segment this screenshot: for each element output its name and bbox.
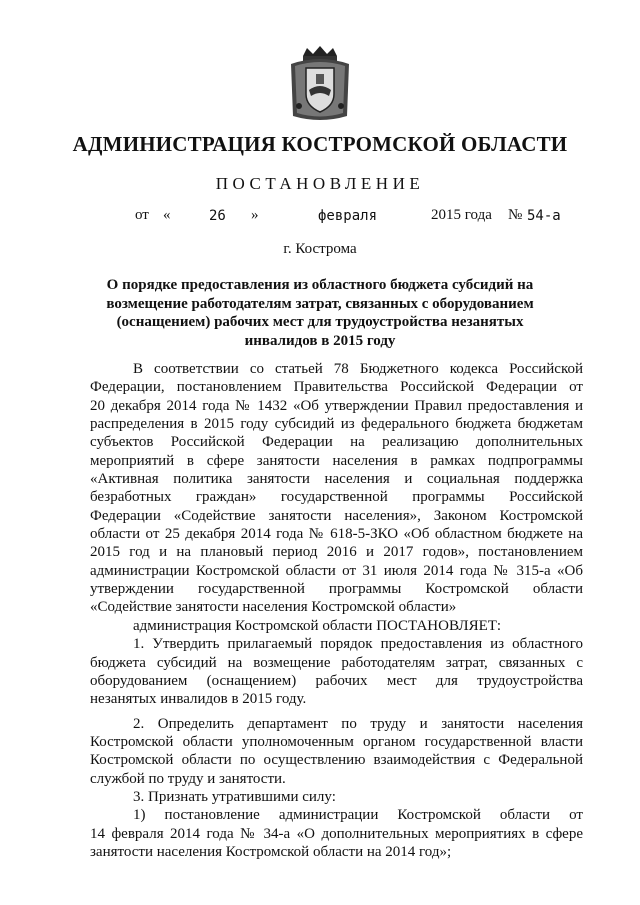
body-line: 20 декабря 2014 года № 1432 «Об утверждении Правил предоставления и [90,397,583,414]
title-line: (оснащением) рабочих мест для трудоустройства незанятых [116,314,524,330]
body-line: Федерации «Содействие занятости населения», Законом Костромской [90,507,583,524]
date-month: февраля [318,208,378,224]
body-line: субъектов Российской Федерации на реализацию дополнительных [90,434,583,451]
body-line: распределения в 2015 году субсидий из федерального бюджета бюджетам [90,416,583,433]
body-line: «Содействие занятости населения Костромской области» [90,599,457,616]
date-open-quote: « [163,207,171,223]
body-line: Костромской области уполномоченным органом государственной власти [90,733,583,750]
document-body [90,360,583,861]
date-year: 2015 года [431,207,492,223]
body-line: 1. Утвердить прилагаемый порядок предоставления из областного [133,636,583,653]
body-line: утверждении государственной программы Костромской области [90,581,583,598]
title-line: инвалидов в 2015 году [244,332,396,349]
body-line: безработных граждан» государственной программы Российской [90,489,583,506]
document-title [90,276,550,350]
title-line: О порядке предоставления из областного бюджета субсидий на [106,277,534,293]
document-number: 54-а [527,208,561,224]
body-line: 2. Определить департамент по труду и занятости населения [133,715,583,732]
body-line: 14 февраля 2014 года № 34-а «О дополнительных мероприятиях в сфере [90,825,583,842]
document-type: ПОСТАНОВЛЕНИЕ [215,174,425,193]
date-day: 26 [209,208,226,224]
body-line: администрация Костромской области ПОСТАНОВЛЯЕТ: [133,617,502,634]
body-line: незанятых инвалидов в 2015 году. [90,691,307,708]
body-line: В соответствии со статьей 78 Бюджетного кодекса Российской [133,361,583,377]
organization-name: АДМИНИСТРАЦИЯ КОСТРОМСКОЙ ОБЛАСТИ [72,132,568,156]
body-line: 1) постановление администрации Костромской области от [133,807,583,824]
date-line [0,207,640,229]
body-line: области от 25 декабря 2014 года № 618-5-ЗКО «Об областном бюджете на [90,526,583,543]
date-prefix: от [135,207,149,223]
date-close-quote: » [251,207,259,223]
body-line: 2015 год и на плановый период 2016 и 2017 годов», постановлением [90,544,583,561]
body-line: службой по труду и занятости. [90,770,286,787]
body-line: администрации Костромской области от 31 июля 2014 года № 315-а «Об [90,562,583,579]
body-line: 3. Признать утратившими силу: [133,788,336,805]
city: г. Кострома [283,241,357,257]
number-label: № [508,207,523,223]
body-line: Костромской области по осуществлению взаимодействия с Федеральной [90,752,583,769]
title-line: возмещение работодателям затрат, связанных с оборудованием [106,295,534,312]
body-line: «Активная политика занятости населения и социальная поддержка [90,471,583,488]
body-line: мероприятий в сфере занятости населения в рамках подпрограммы [90,452,583,469]
body-line: занятости населения Костромской области на 2014 год»; [90,843,452,860]
body-line: оборудованием (оснащением) рабочих мест для трудоустройства [90,672,583,689]
body-line: бюджета субсидий на возмещение работодателям затрат, связанных с [90,654,583,671]
body-line: Федерации, постановлением Правительства Российской Федерации от [90,379,583,396]
coat-of-arms-icon [289,46,351,124]
